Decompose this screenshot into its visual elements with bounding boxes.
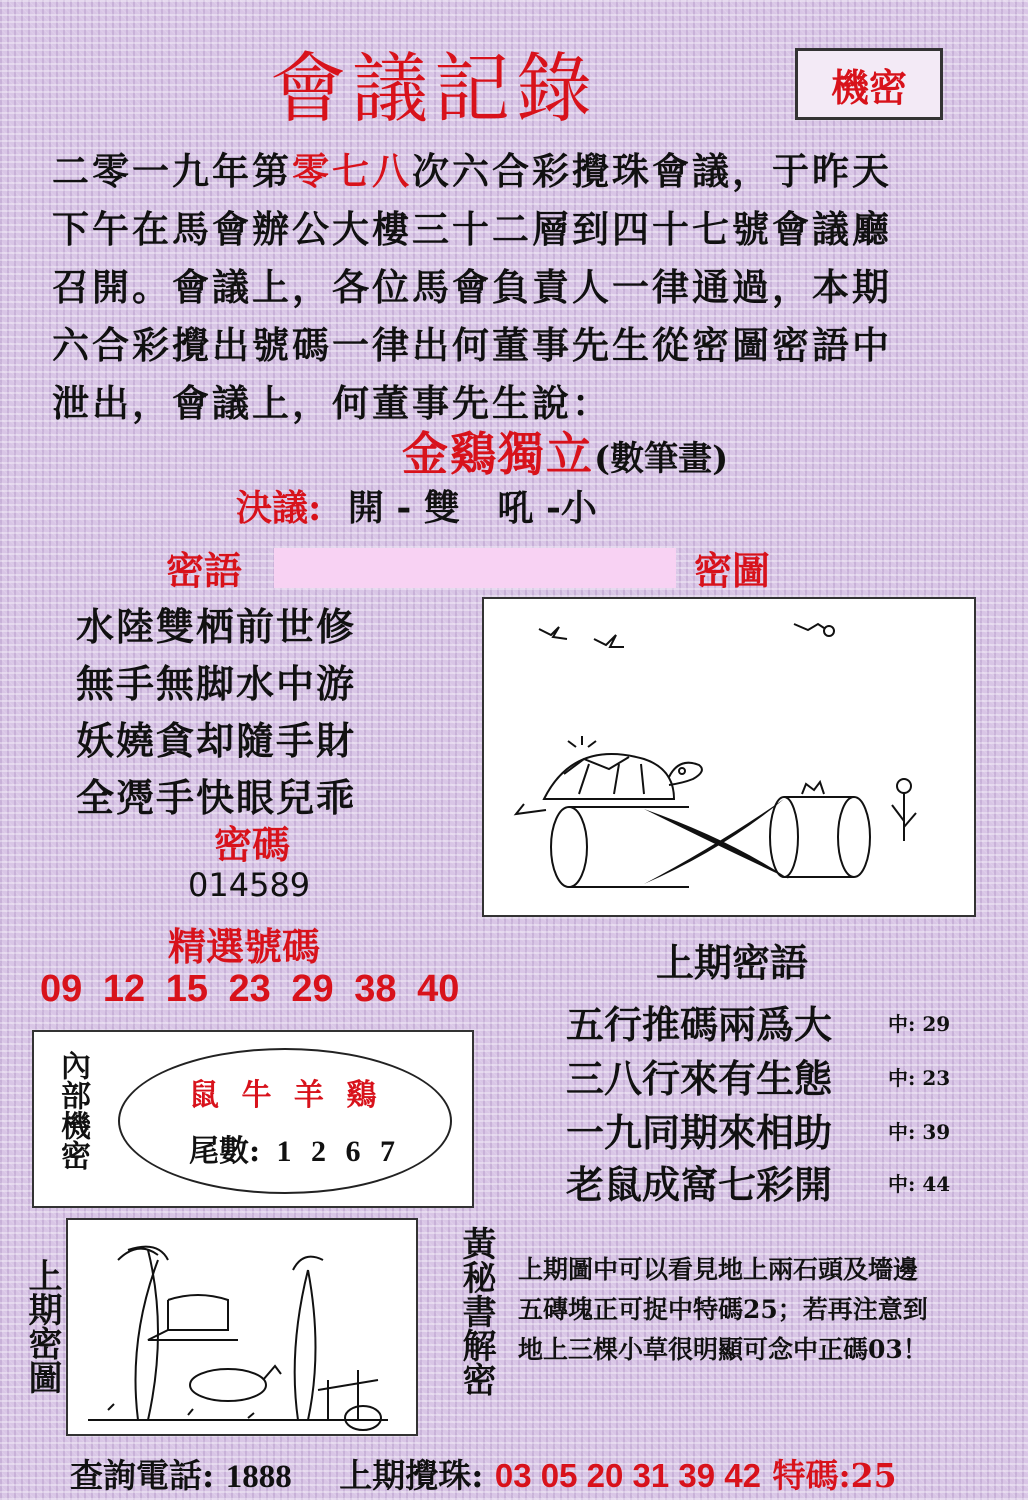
secretary-line: 地上三棵小草很明顯可念中正碼03！ [518,1335,928,1364]
resolution-label: 決議: [236,487,322,529]
intro-line-1 [52,142,992,200]
intro-line-4: 六合彩攪出號碼一律出何董事先生從密圖密語中 [52,323,892,367]
phone-label: 查詢電話: [70,1456,215,1495]
secretary-label: 黃秘書解密 [456,1226,496,1396]
tail-label: 尾數: [189,1134,261,1169]
picks-label: 精選號碼 [168,924,321,969]
pick-number: 40 [417,968,460,1010]
pick-number: 12 [102,968,146,1010]
pick-number: 23 [228,968,271,1010]
last-period-hit: 中: 39 [888,1120,951,1144]
intro-line-5: 泄出，會議上，何董事先生說： [52,381,612,425]
poem-line: 妖嬈貪却隨手財 [76,718,357,763]
intro-paragraph [52,142,992,432]
last-period-title: 上期密語 [656,940,809,985]
last-period-hit: 中: 29 [888,1012,951,1036]
secret-code-label: 密碼 [214,822,291,867]
zodiac-list: 鼠 牛 羊 鷄 [189,1078,383,1113]
turtle-log-illustration [484,599,974,915]
resolution-value: 開 - 雙 吼 -小 [347,487,597,529]
key-phrase: 金鷄獨立 [402,427,594,481]
tail-numbers: 1 2 6 7 [276,1135,402,1168]
secret-picture-label: 密圖 [694,548,771,593]
inner-secret-label: 內部機密 [55,1050,90,1170]
last-period-hit: 中: 23 [888,1066,951,1090]
meeting-number: 零七八 [292,149,412,193]
last-draw-numbers: 03 05 20 31 39 42 [494,1457,761,1494]
pick-number: 15 [165,968,208,1010]
secret-picture [482,597,976,917]
intro-line-3: 召開。會議上，各位馬會負責人一律通過，本期 [52,265,892,309]
last-period-row: 五行推碼兩爲大 [566,1002,833,1047]
intro-line-1-b: 次六合彩攪珠會議，于昨天 [412,149,892,193]
pink-bar [274,548,676,588]
intro-line-1-a: 二零一九年第 [52,149,292,193]
last-period-row: 老鼠成窩七彩開 [566,1162,833,1207]
poem-line: 水陸雙栖前世修 [76,604,357,649]
pick-number: 38 [354,968,397,1010]
secret-poem [76,598,356,826]
secret-words-label: 密語 [166,548,243,593]
secretary-text [518,1250,928,1370]
resolution-row [236,480,597,531]
secret-badge: 機密 [795,48,943,120]
secret-code: 014589 [188,866,311,904]
intro-line-2: 下午在馬會辦公大樓三十二層到四十七號會議廳 [52,207,892,251]
inner-secret-box [32,1030,474,1208]
poem-line: 無手無脚水中游 [76,661,357,706]
footer [70,1450,897,1497]
special-number: 特碼:25 [772,1456,897,1495]
phone-number: 1888 [225,1459,292,1495]
last-period-hit: 中: 44 [888,1172,951,1196]
tail-row [189,1126,401,1170]
key-phrase-note: (數筆畫) [594,439,729,479]
last-period-picture [66,1218,418,1436]
pick-number: 09 [40,968,83,1010]
last-period-row: 三八行來有生態 [566,1056,833,1101]
last-period-row: 一九同期來相助 [566,1110,833,1155]
landscape-illustration [68,1220,416,1434]
secretary-line: 五磚塊正可捉中特碼25；若再注意到 [518,1295,928,1324]
last-picture-label: 上期密圖 [22,1258,62,1394]
key-phrase-row [402,418,728,484]
secretary-line: 上期圖中可以看見地上兩石頭及墻邊 [518,1255,919,1284]
poem-line: 全凴手快眼兒乖 [76,775,357,820]
picks-row [40,968,459,1011]
last-draw-label: 上期攪珠: [339,1456,484,1495]
page-title: 會議記錄 [270,44,598,133]
pick-number: 29 [291,968,334,1010]
